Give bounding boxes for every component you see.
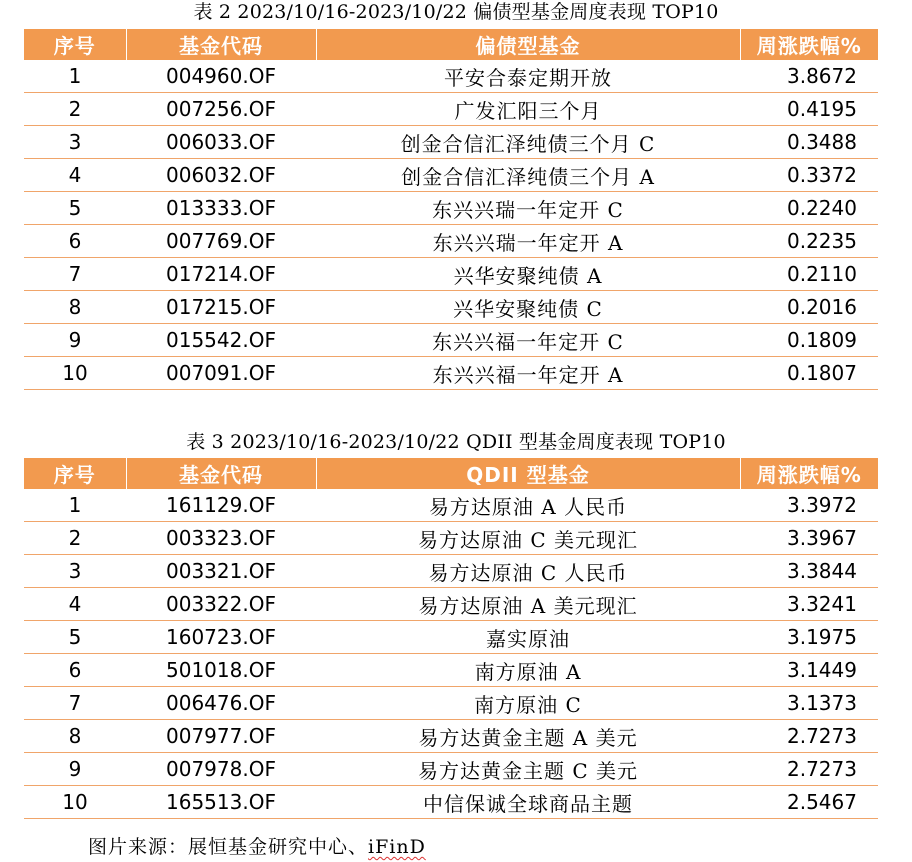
table-row bbox=[24, 126, 878, 159]
weekly-change-cell: 0.2016 bbox=[740, 291, 878, 324]
rank-cell: 6 bbox=[24, 225, 126, 258]
table-row bbox=[24, 93, 878, 126]
fund-code-cell: 017215.OF bbox=[126, 291, 316, 324]
weekly-change-cell: 2.5467 bbox=[740, 786, 878, 819]
fund-code-cell: 501018.OF bbox=[126, 654, 316, 687]
weekly-change-cell: 0.3488 bbox=[740, 126, 878, 159]
weekly-change-cell: 2.7273 bbox=[740, 720, 878, 753]
fund-name-cell: 东兴兴福一年定开 A bbox=[316, 357, 740, 390]
weekly-change-cell: 3.3972 bbox=[740, 489, 878, 522]
rank-cell: 6 bbox=[24, 654, 126, 687]
weekly-change-cell: 3.1373 bbox=[740, 687, 878, 720]
header-fund-name: 偏债型基金 bbox=[316, 29, 740, 60]
fund-code-cell: 006033.OF bbox=[126, 126, 316, 159]
table-row bbox=[24, 522, 878, 555]
weekly-change-cell: 0.1809 bbox=[740, 324, 878, 357]
table-row bbox=[24, 720, 878, 753]
fund-name-cell: 创金合信汇泽纯债三个月 C bbox=[316, 126, 740, 159]
source-note bbox=[88, 834, 426, 860]
fund-code-cell: 007769.OF bbox=[126, 225, 316, 258]
fund-name-cell: 易方达原油 C 美元现汇 bbox=[316, 522, 740, 555]
table-row bbox=[24, 654, 878, 687]
rank-cell: 8 bbox=[24, 291, 126, 324]
weekly-change-cell: 0.2110 bbox=[740, 258, 878, 291]
fund-name-cell: 东兴兴福一年定开 C bbox=[316, 324, 740, 357]
fund-code-cell: 007256.OF bbox=[126, 93, 316, 126]
fund-name-cell: 南方原油 A bbox=[316, 654, 740, 687]
header-weekly-change: 周涨跌幅% bbox=[740, 29, 878, 60]
rank-cell: 1 bbox=[24, 489, 126, 522]
table-row bbox=[24, 753, 878, 786]
fund-name-cell: 兴华安聚纯债 C bbox=[316, 291, 740, 324]
header-rank: 序号 bbox=[24, 29, 126, 60]
rank-cell: 8 bbox=[24, 720, 126, 753]
rank-cell: 3 bbox=[24, 126, 126, 159]
table-row bbox=[24, 621, 878, 654]
table-row bbox=[24, 159, 878, 192]
table-body bbox=[24, 60, 878, 390]
fund-name-cell: 东兴兴瑞一年定开 C bbox=[316, 192, 740, 225]
rank-cell: 7 bbox=[24, 258, 126, 291]
header-weekly-change: 周涨跌幅% bbox=[740, 458, 878, 489]
table-row bbox=[24, 687, 878, 720]
table-row bbox=[24, 588, 878, 621]
fund-name-cell: 广发汇阳三个月 bbox=[316, 93, 740, 126]
header-fund-code: 基金代码 bbox=[126, 458, 316, 489]
rank-cell: 10 bbox=[24, 786, 126, 819]
table-row bbox=[24, 192, 878, 225]
weekly-change-cell: 3.1975 bbox=[740, 621, 878, 654]
table-3-caption: 表 3 2023/10/16-2023/10/22 QDII 型基金周度表现 TOP10 bbox=[186, 431, 726, 453]
fund-code-cell: 160723.OF bbox=[126, 621, 316, 654]
fund-code-cell: 007978.OF bbox=[126, 753, 316, 786]
table-row bbox=[24, 786, 878, 819]
weekly-change-cell: 3.3241 bbox=[740, 588, 878, 621]
weekly-change-cell: 0.4195 bbox=[740, 93, 878, 126]
fund-code-cell: 165513.OF bbox=[126, 786, 316, 819]
source-prefix: 图片来源：展恒基金研究中心、 bbox=[88, 836, 369, 858]
fund-code-cell: 007091.OF bbox=[126, 357, 316, 390]
fund-code-cell: 006476.OF bbox=[126, 687, 316, 720]
fund-name-cell: 中信保诚全球商品主题 bbox=[316, 786, 740, 819]
rank-cell: 1 bbox=[24, 60, 126, 93]
rank-cell: 7 bbox=[24, 687, 126, 720]
weekly-change-cell: 0.3372 bbox=[740, 159, 878, 192]
weekly-change-cell: 3.1449 bbox=[740, 654, 878, 687]
fund-code-cell: 004960.OF bbox=[126, 60, 316, 93]
fund-name-cell: 易方达原油 C 人民币 bbox=[316, 555, 740, 588]
fund-name-cell: 易方达原油 A 人民币 bbox=[316, 489, 740, 522]
rank-cell: 5 bbox=[24, 621, 126, 654]
fund-code-cell: 003323.OF bbox=[126, 522, 316, 555]
fund-code-cell: 161129.OF bbox=[126, 489, 316, 522]
table-row bbox=[24, 258, 878, 291]
rank-cell: 2 bbox=[24, 93, 126, 126]
rank-cell: 4 bbox=[24, 588, 126, 621]
rank-cell: 9 bbox=[24, 324, 126, 357]
rank-cell: 10 bbox=[24, 357, 126, 390]
fund-name-cell: 易方达黄金主题 C 美元 bbox=[316, 753, 740, 786]
table-row bbox=[24, 225, 878, 258]
weekly-change-cell: 3.8672 bbox=[740, 60, 878, 93]
fund-code-cell: 003321.OF bbox=[126, 555, 316, 588]
fund-code-cell: 015542.OF bbox=[126, 324, 316, 357]
fund-name-cell: 东兴兴瑞一年定开 A bbox=[316, 225, 740, 258]
weekly-change-cell: 0.2240 bbox=[740, 192, 878, 225]
table-row bbox=[24, 555, 878, 588]
fund-name-cell: 平安合泰定期开放 bbox=[316, 60, 740, 93]
rank-cell: 5 bbox=[24, 192, 126, 225]
weekly-change-cell: 0.2235 bbox=[740, 225, 878, 258]
table-row bbox=[24, 324, 878, 357]
fund-code-cell: 017214.OF bbox=[126, 258, 316, 291]
header-rank: 序号 bbox=[24, 458, 126, 489]
fund-code-cell: 013333.OF bbox=[126, 192, 316, 225]
table-2-caption: 表 2 2023/10/16-2023/10/22 偏债型基金周度表现 TOP10 bbox=[193, 1, 719, 23]
fund-name-cell: 南方原油 C bbox=[316, 687, 740, 720]
weekly-change-cell: 3.3967 bbox=[740, 522, 878, 555]
weekly-change-cell: 0.1807 bbox=[740, 357, 878, 390]
table-body bbox=[24, 489, 878, 819]
fund-name-cell: 嘉实原油 bbox=[316, 621, 740, 654]
rank-cell: 9 bbox=[24, 753, 126, 786]
fund-name-cell: 创金合信汇泽纯债三个月 A bbox=[316, 159, 740, 192]
source-ifind: iFinD bbox=[368, 836, 426, 858]
table-header-row bbox=[24, 29, 878, 60]
table-header-row bbox=[24, 458, 878, 489]
table-row bbox=[24, 489, 878, 522]
table-row bbox=[24, 60, 878, 93]
rank-cell: 3 bbox=[24, 555, 126, 588]
fund-code-cell: 007977.OF bbox=[126, 720, 316, 753]
table-row bbox=[24, 291, 878, 324]
fund-code-cell: 003322.OF bbox=[126, 588, 316, 621]
fund-name-cell: 易方达原油 A 美元现汇 bbox=[316, 588, 740, 621]
bond-fund-table bbox=[24, 29, 878, 390]
weekly-change-cell: 3.3844 bbox=[740, 555, 878, 588]
fund-name-cell: 易方达黄金主题 A 美元 bbox=[316, 720, 740, 753]
header-fund-name: QDII 型基金 bbox=[316, 458, 740, 489]
header-fund-code: 基金代码 bbox=[126, 29, 316, 60]
rank-cell: 2 bbox=[24, 522, 126, 555]
table-row bbox=[24, 357, 878, 390]
weekly-change-cell: 2.7273 bbox=[740, 753, 878, 786]
qdii-fund-table bbox=[24, 458, 878, 819]
fund-code-cell: 006032.OF bbox=[126, 159, 316, 192]
rank-cell: 4 bbox=[24, 159, 126, 192]
fund-name-cell: 兴华安聚纯债 A bbox=[316, 258, 740, 291]
